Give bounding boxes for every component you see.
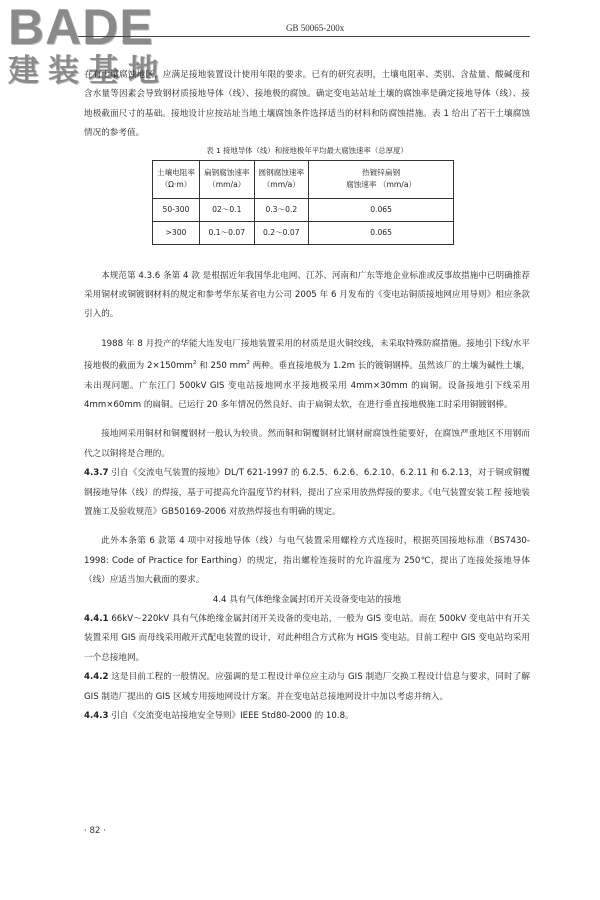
table-header-row: [153, 160, 454, 198]
table-cell: >300: [153, 221, 200, 244]
header-rule: [78, 36, 530, 37]
document-body: [84, 66, 530, 726]
table-row: [153, 221, 454, 244]
logo-text-en: BADE: [8, 0, 154, 55]
paragraph-dalian-case: 1988 年 8 月投产的华能大连发电厂接地装置采用的材质是退火铜绞线，未采取特殊防腐措施。接地引下线/水平接地极的截面为 $2\times 150mm^2$ 和 250 $mm^2$ 两种。垂直接地极为 1.2m 长的镀铜钢棒。虽然该厂的土壤为碱性土壤，未出现问题。广东江门 500kV GIS 变电站接地网水平接地极采用 4mm×30mm 的扁铜。设备接地引下线采用 4mm×60mm 的扁铜。已运行 20 多年情况仍然良好、由于扁铜太软，在进行垂直接地极施工时采用铜镀钢棒。: [84, 338, 531, 410]
table-header-cell: 热镀锌扁钢 腐蚀速率 （mm/a）: [309, 160, 454, 198]
section-title-4-4: 4.4 具有气体绝缘金属封闭开关设备变电站的接地: [212, 594, 402, 605]
page-number: · 82 ·: [84, 826, 106, 836]
logo-text-cn: 建装基地: [8, 53, 168, 89]
table-cell: 0.065: [309, 198, 454, 221]
page-header-code: GB 50065-200x: [286, 23, 345, 33]
table-cell: 0.1～0.07: [199, 221, 254, 244]
table-row: [153, 198, 454, 221]
clause-4-4-2: 4.4.2 这是目前工程的一般情况。应强调的是工程设计单位应主动与 GIS 制造厂交换工程设计信息与要求，同时了解 GIS 制造厂提出的 GIS 区域专用接地网设计方案。并在变电站总接地网设计中加以考虑并纳入。: [84, 672, 530, 702]
table-cell: 02～0.1: [199, 198, 254, 221]
clause-4-4-3: 4.4.3 引自《交流变电站接地安全导则》IEEE Std80-2000 的 10.8。: [84, 711, 354, 722]
clause-4-3-7: 4.3.7 引自《交流电气装置的接地》DL/T 621-1997 的 6.2.5、6.2.6、6.2.10、6.2.11 和 6.2.13，对于铜或铜覆钢接地导体（线）的焊接，基于可提高允许温度节约材料，提出了应采用放热焊接的要求。《电气装置安装工程 接地装置施工及验收规范》GB50169-2006 对放热焊接也有明确的规定。: [84, 468, 530, 517]
table-cell: 0.065: [309, 221, 454, 244]
paragraph-copper-guideline: 本规范第 4.3.6 条第 4 款 是根据近年我国华北电网、江苏、河南和广东等地企业标准或反事故措施中已明确推荐采用铜材或铜镀钢材料的规定和参考华东某省电力公司 2005 年 6 月发布的《变电站铜质接地网应用导则》相应条款引入的。: [84, 270, 530, 320]
table-caption: 表 1 接地导体（线）和接地极年平均最大腐蚀速率（总厚度）: [206, 145, 408, 155]
table-cell: 50-300: [153, 198, 200, 221]
table-cell: 0.2～0.07: [254, 221, 309, 244]
clause-4-4-1: 4.4.1 66kV～220kV 具有气体绝缘金属封闭开关设备的变电站，一般为 GIS 变电站。而在 500kV 变电站中有开关装置采用 GIS 而母线采用敞开式配电装置的设计，对此种组合方式称为 HGIS 变电站。目前工程中 GIS 变电站均采用一个总接地网。: [84, 613, 530, 663]
paragraph-copper-cost: 接地网采用铜材和铜覆钢材一般认为较贵。然而铜和铜覆钢材比钢材耐腐蚀性能要好，在腐蚀严重地区不用钢而代之以铜将是合理的。: [84, 429, 530, 459]
table-header-cell: 土壤电阻率 （Ω·m）: [153, 160, 200, 198]
table-header-cell: 扁钢腐蚀速率 （mm/a）: [199, 160, 254, 198]
paragraph-bolt-connection: 此外本条第 6 款第 4 项中对接地导体（线）与电气装置采用螺栓方式连接时，根据英国接地标准（BS7430-1998: Code of Practice for Earthing）的规定，指出螺栓连接时的允许温度为 250℃，提出了连接处接地导体（线）应适当加大截面的要求。: [84, 536, 530, 586]
table-cell: 0.3～0.2: [254, 198, 309, 221]
table-header-cell: 圆钢腐蚀速率 （mm/a）: [254, 160, 309, 198]
paragraph-soil-corrosion: 在有土壤腐蚀地区，应满足接地装置设计使用年限的要求。已有的研究表明，土壤电阻率、类别、含盐量、酸碱度和含水量等因素会导致钢材质接地导体（线）、接地极的腐蚀。确定变电站站址土壤的腐蚀率是确定接地导体（线）、接地极截面尺寸的基础。接地设计应按站址当地土壤腐蚀条件选择适当的材料和防腐蚀措施。表 1 给出了若干土壤腐蚀情况的参考值。: [84, 70, 530, 139]
corrosion-rate-table: [152, 160, 454, 245]
